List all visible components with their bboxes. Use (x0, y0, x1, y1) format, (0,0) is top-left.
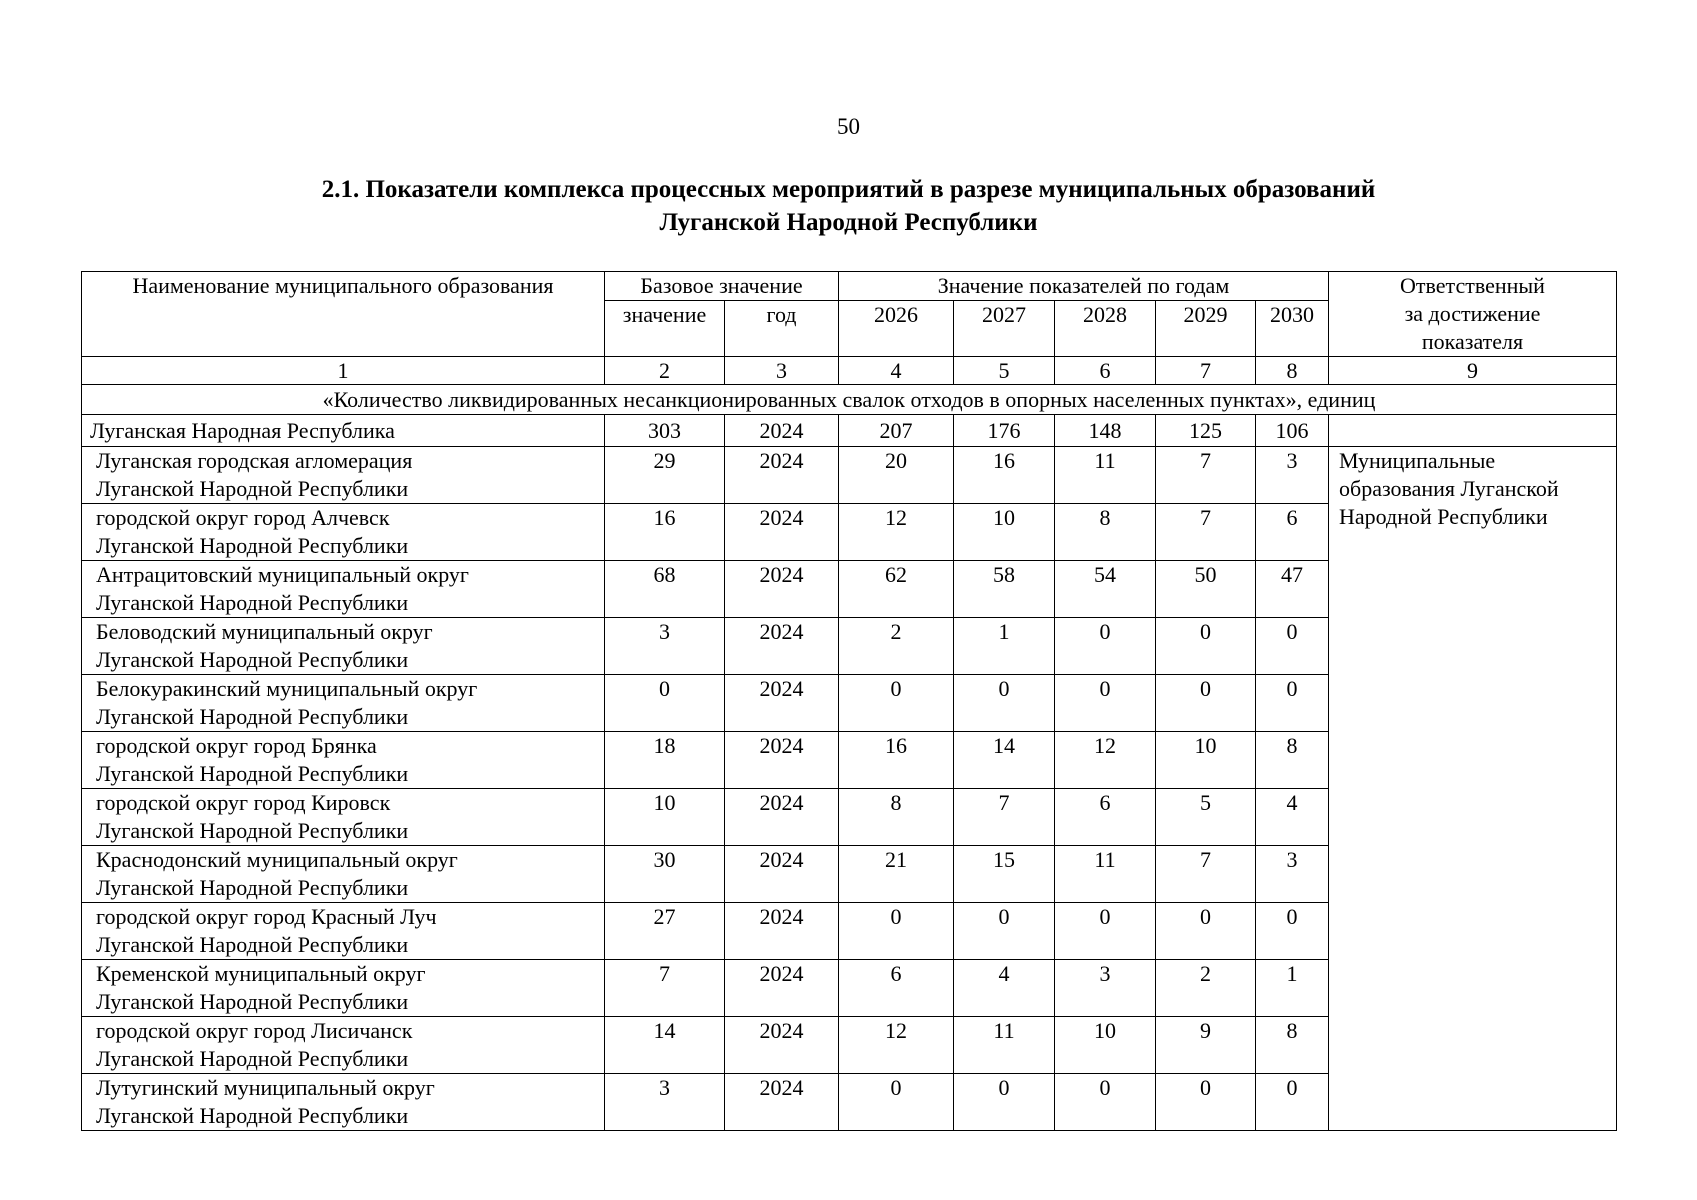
municipality-name (82, 846, 605, 903)
municipality-name-line: Беловодский муниципальный округ (96, 619, 433, 644)
total-name: Луганская Народная Республика (82, 415, 605, 447)
municipality-name-line: городской округ город Алчевск (96, 505, 390, 530)
year-value-cell: 0 (1256, 1074, 1329, 1131)
year-value-cell: 4 (1256, 789, 1329, 846)
year-value-cell: 0 (1055, 675, 1156, 732)
header-year: 2028 (1055, 301, 1156, 357)
year-value-cell: 2 (1156, 960, 1256, 1017)
municipality-name-line: Антрацитовский муниципальный округ (96, 562, 469, 587)
total-value-2027: 176 (954, 415, 1055, 447)
municipality-name (82, 504, 605, 561)
municipality-name-line: Луганской Народной Республики (96, 875, 409, 900)
base-value-cell: 3 (605, 618, 725, 675)
municipality-name-line: городской округ город Лисичанск (96, 1018, 413, 1043)
year-value-cell: 0 (1156, 618, 1256, 675)
base-year-cell: 2024 (725, 447, 839, 504)
header-year: 2026 (839, 301, 954, 357)
base-year-cell: 2024 (725, 561, 839, 618)
year-value-cell: 20 (839, 447, 954, 504)
year-value-cell: 8 (839, 789, 954, 846)
municipality-name-line: городской округ город Кировск (96, 790, 391, 815)
column-number: 9 (1329, 357, 1617, 385)
year-value-cell: 0 (1156, 903, 1256, 960)
base-value-cell: 29 (605, 447, 725, 504)
municipality-name (82, 732, 605, 789)
header-base-value: значение (605, 301, 725, 357)
year-value-cell: 0 (1256, 618, 1329, 675)
municipality-name-line: Луганской Народной Республики (96, 818, 409, 843)
year-value-cell: 7 (1156, 504, 1256, 561)
year-value-cell: 10 (954, 504, 1055, 561)
responsible-line: Муниципальные (1339, 448, 1496, 473)
year-value-cell: 11 (1055, 846, 1156, 903)
year-value-cell: 9 (1156, 1017, 1256, 1074)
year-value-cell: 11 (954, 1017, 1055, 1074)
year-value-cell: 15 (954, 846, 1055, 903)
municipality-name-line: городской округ город Брянка (96, 733, 377, 758)
year-value-cell: 0 (1256, 675, 1329, 732)
municipality-name (82, 618, 605, 675)
year-value-cell: 8 (1055, 504, 1156, 561)
municipality-name-line: Луганской Народной Республики (96, 476, 409, 501)
year-value-cell: 10 (1055, 1017, 1156, 1074)
base-year-cell: 2024 (725, 789, 839, 846)
header-responsible-line: за достижение (1404, 301, 1541, 326)
municipality-name (82, 1074, 605, 1131)
municipality-rows (82, 447, 1617, 1131)
base-value-cell: 18 (605, 732, 725, 789)
base-value-cell: 16 (605, 504, 725, 561)
municipality-name (82, 447, 605, 504)
municipality-name-line: Лутугинский муниципальный округ (96, 1075, 435, 1100)
municipality-name (82, 675, 605, 732)
base-value-cell: 68 (605, 561, 725, 618)
municipality-name-line: Луганской Народной Республики (96, 533, 409, 558)
column-number-row (82, 357, 1617, 385)
header-years-group: Значение показателей по годам (839, 272, 1329, 301)
municipality-name-line: Луганская городская агломерация (96, 448, 413, 473)
year-value-cell: 12 (1055, 732, 1156, 789)
year-value-cell: 21 (839, 846, 954, 903)
title-line-1: 2.1. Показатели комплекса процессных мероприятий в разрезе муниципальных образований (321, 176, 1376, 203)
column-number: 3 (725, 357, 839, 385)
municipality-name-line: Луганской Народной Республики (96, 704, 409, 729)
base-value-cell: 3 (605, 1074, 725, 1131)
column-number: 7 (1156, 357, 1256, 385)
year-value-cell: 14 (954, 732, 1055, 789)
year-value-cell: 0 (1156, 1074, 1256, 1131)
municipality-name (82, 960, 605, 1017)
municipality-name (82, 903, 605, 960)
year-value-cell: 62 (839, 561, 954, 618)
year-value-cell: 0 (839, 1074, 954, 1131)
total-responsible (1329, 415, 1617, 447)
base-value-cell: 10 (605, 789, 725, 846)
header-base-year: год (725, 301, 839, 357)
municipality-name (82, 1017, 605, 1074)
header-responsible-line: Ответственный (1400, 273, 1545, 298)
indicator-title-row (82, 385, 1617, 415)
year-value-cell: 0 (1055, 618, 1156, 675)
municipality-name-line: Луганской Народной Республики (96, 1103, 409, 1128)
responsible-line: образования Луганской (1339, 476, 1559, 501)
year-value-cell: 3 (1256, 846, 1329, 903)
section-title (0, 173, 1697, 239)
year-value-cell: 1 (1256, 960, 1329, 1017)
year-value-cell: 6 (1055, 789, 1156, 846)
base-year-cell: 2024 (725, 903, 839, 960)
base-year-cell: 2024 (725, 675, 839, 732)
year-value-cell: 54 (1055, 561, 1156, 618)
total-base-year: 2024 (725, 415, 839, 447)
municipality-name-line: Луганской Народной Республики (96, 590, 409, 615)
year-value-cell: 0 (1055, 903, 1156, 960)
column-number: 1 (82, 357, 605, 385)
year-value-cell: 0 (954, 675, 1055, 732)
title-line-2: Луганской Народной Республики (659, 209, 1038, 236)
year-value-cell: 0 (954, 903, 1055, 960)
header-responsible-line: показателя (1421, 329, 1524, 354)
year-value-cell: 11 (1055, 447, 1156, 504)
year-value-cell: 0 (839, 903, 954, 960)
municipality-name-line: городской округ город Красный Луч (96, 904, 437, 929)
responsible-cell (1329, 447, 1617, 1131)
header-name-column: Наименование муниципального образования (82, 272, 605, 357)
year-value-cell: 0 (1256, 903, 1329, 960)
year-value-cell: 16 (954, 447, 1055, 504)
year-value-cell: 47 (1256, 561, 1329, 618)
year-value-cell: 2 (839, 618, 954, 675)
base-value-cell: 7 (605, 960, 725, 1017)
base-value-cell: 14 (605, 1017, 725, 1074)
year-value-cell: 4 (954, 960, 1055, 1017)
header-responsible (1329, 272, 1617, 357)
total-value-2028: 148 (1055, 415, 1156, 447)
table-row (82, 447, 1617, 504)
base-year-cell: 2024 (725, 732, 839, 789)
year-value-cell: 50 (1156, 561, 1256, 618)
year-value-cell: 0 (1156, 675, 1256, 732)
year-value-cell: 8 (1256, 732, 1329, 789)
base-year-cell: 2024 (725, 1017, 839, 1074)
municipality-name-line: Луганской Народной Республики (96, 647, 409, 672)
column-number: 4 (839, 357, 954, 385)
page-number: 50 (837, 114, 860, 139)
municipality-name-line: Краснодонский муниципальный округ (96, 847, 458, 872)
year-value-cell: 5 (1156, 789, 1256, 846)
year-value-cell: 7 (1156, 846, 1256, 903)
municipality-name-line: Луганской Народной Республики (96, 989, 409, 1014)
year-value-cell: 7 (1156, 447, 1256, 504)
column-number: 5 (954, 357, 1055, 385)
header-year: 2027 (954, 301, 1055, 357)
responsible-line: Народной Республики (1339, 504, 1548, 529)
municipality-name-line: Луганской Народной Республики (96, 1046, 409, 1071)
header-row-1 (82, 272, 1617, 301)
base-year-cell: 2024 (725, 960, 839, 1017)
base-value-cell: 27 (605, 903, 725, 960)
municipality-name-line: Кременской муниципальный округ (96, 961, 426, 986)
year-value-cell: 1 (954, 618, 1055, 675)
year-value-cell: 3 (1256, 447, 1329, 504)
municipality-name-line: Белокуракинский муниципальный округ (96, 676, 478, 701)
total-value-2026: 207 (839, 415, 954, 447)
header-year: 2029 (1156, 301, 1256, 357)
year-value-cell: 6 (839, 960, 954, 1017)
total-value-2029: 125 (1156, 415, 1256, 447)
year-value-cell: 0 (954, 1074, 1055, 1131)
base-value-cell: 0 (605, 675, 725, 732)
municipality-name-line: Луганской Народной Республики (96, 761, 409, 786)
base-year-cell: 2024 (725, 618, 839, 675)
year-value-cell: 8 (1256, 1017, 1329, 1074)
header-base-group: Базовое значение (605, 272, 839, 301)
total-row (82, 415, 1617, 447)
total-base-value: 303 (605, 415, 725, 447)
year-value-cell: 58 (954, 561, 1055, 618)
base-year-cell: 2024 (725, 504, 839, 561)
year-value-cell: 7 (954, 789, 1055, 846)
indicators-table (81, 271, 1617, 1131)
column-number: 2 (605, 357, 725, 385)
base-year-cell: 2024 (725, 1074, 839, 1131)
year-value-cell: 10 (1156, 732, 1256, 789)
column-number: 6 (1055, 357, 1156, 385)
year-value-cell: 12 (839, 1017, 954, 1074)
column-number: 8 (1256, 357, 1329, 385)
base-value-cell: 30 (605, 846, 725, 903)
year-value-cell: 16 (839, 732, 954, 789)
indicator-title: «Количество ликвидированных несанкционированных свалок отходов в опорных населенных пунктах», единиц (82, 385, 1617, 415)
municipality-name (82, 789, 605, 846)
base-year-cell: 2024 (725, 846, 839, 903)
year-value-cell: 6 (1256, 504, 1329, 561)
year-value-cell: 0 (839, 675, 954, 732)
year-value-cell: 0 (1055, 1074, 1156, 1131)
header-year: 2030 (1256, 301, 1329, 357)
municipality-name-line: Луганской Народной Республики (96, 932, 409, 957)
total-value-2030: 106 (1256, 415, 1329, 447)
municipality-name (82, 561, 605, 618)
year-value-cell: 3 (1055, 960, 1156, 1017)
year-value-cell: 12 (839, 504, 954, 561)
